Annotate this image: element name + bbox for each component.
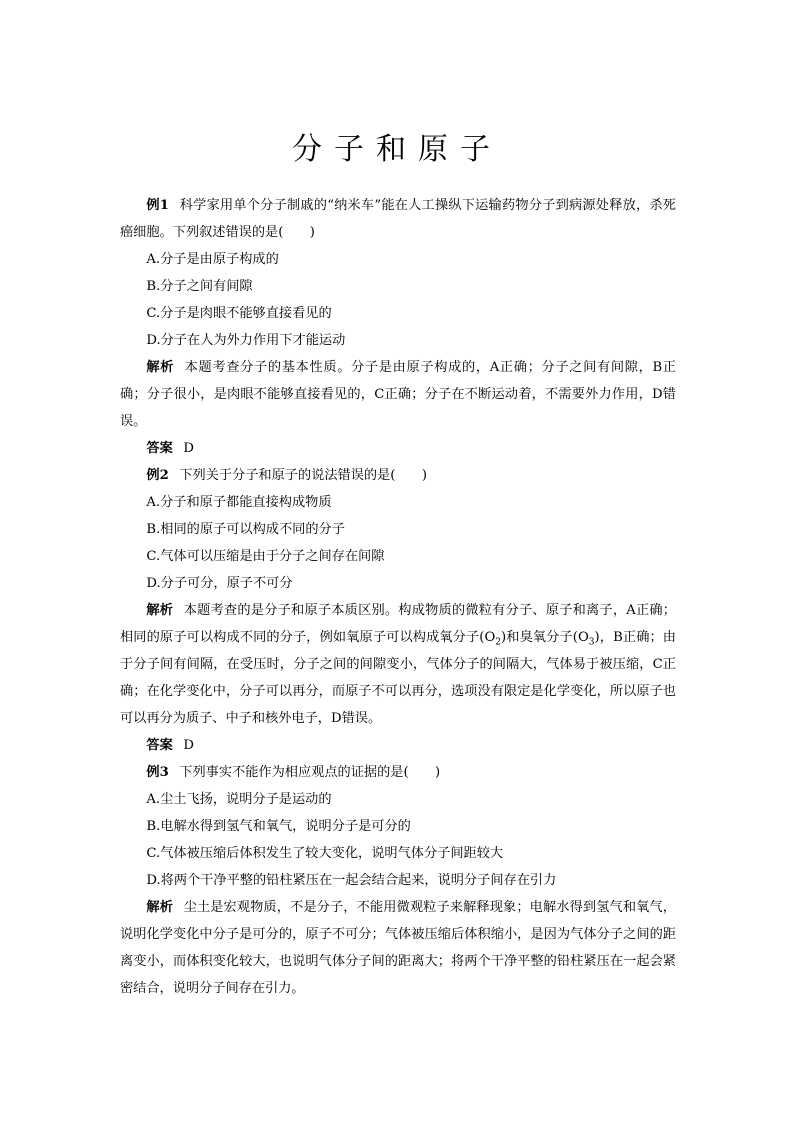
example-1-label: 例1 — [146, 198, 169, 213]
answer-label: 答案 — [146, 441, 173, 456]
example-2-answer: 答案 D — [146, 738, 194, 753]
analysis-label: 解析 — [146, 900, 174, 915]
example-3-option-a: A.尘土飞扬，说明分子是运动的 — [146, 792, 332, 807]
example-3-label: 例3 — [146, 765, 169, 780]
example-1-option-d: D.分子在人为外力作用下才能运动 — [146, 333, 346, 348]
example-2-option-b: B.相同的原子可以构成不同的分子 — [146, 522, 345, 537]
example-3-option-c: C.气体被压缩后体积发生了较大变化，说明气体分子间距较大 — [146, 846, 504, 861]
analysis-label: 解析 — [146, 603, 174, 618]
page-title: 分子和原子 — [292, 132, 502, 168]
document-body — [120, 192, 676, 1002]
example-2-question: 例2 下列关于分子和原子的说法错误的是( ) — [146, 468, 427, 483]
example-2-option-c: C.气体可以压缩是由于分子之间存在间隙 — [146, 549, 385, 564]
analysis-label: 解析 — [146, 360, 175, 375]
example-1-question: 例1 科学家用单个分子制戚的“纳米车”能在人工操纵下运输药物分子到病源处释放，杀死癌细胞。下列叙述错误的是( ) — [120, 198, 676, 240]
answer-label: 答案 — [146, 738, 173, 753]
example-2-option-a: A.分子和原子都能直接构成物质 — [146, 495, 332, 510]
example-2-analysis: 解析 本题考查的是分子和原子本质区别。构成物质的微粒有分子、原子和离子，A正确；相同的原子可以构成不同的分子，例如氧原子可以构成氧分子$(O_2)$和臭氧分子$(O_3)$，B正确；由于分子间有间隔，在受压时，分子之间的间隙变小，气体分子的间隔大，气体易于被压缩，C正确；在化学变化中，分子可以再分，而原子不可以再分，选项没有限定是化学变化，所以原子也可以再分为质子、中子和核外电子，D错误。 — [120, 603, 676, 726]
example-3-question: 例3 下列事实不能作为相应观点的证据的是( ) — [146, 765, 441, 780]
example-1-option-b: B.分子之间有间隙 — [146, 279, 253, 294]
example-3-option-b: B.电解水得到氢气和氧气，说明分子是可分的 — [146, 819, 411, 834]
example-1-option-a: A.分子是由原子构成的 — [146, 252, 279, 267]
example-1-option-c: C.分子是肉眼不能够直接看见的 — [146, 306, 332, 321]
example-3-analysis: 解析 尘土是宏观物质，不是分子，不能用微观粒子来解释现象；电解水得到氢气和氧气，说明化学变化中分子是可分的，原子不可分；气体被压缩后体积缩小，是因为气体分子之间的距离变小，而体积变化较大，也说明气体分子间的距离大；将两个干净平整的铅柱紧压在一起会紧密结合，说明分子间存在引力。 — [120, 900, 676, 996]
example-1-analysis: 解析 本题考查分子的基本性质。分子是由原子构成的，A正确；分子之间有间隙，B正确；分子很小，是肉眼不能够直接看见的，C正确；分子在不断运动着，不需要外力作用，D错误。 — [120, 360, 676, 429]
example-1-answer: 答案 D — [146, 441, 194, 456]
example-2-label: 例2 — [146, 468, 169, 483]
example-3-option-d: D.将两个干净平整的铅柱紧压在一起会结合起来，说明分子间存在引力 — [146, 873, 557, 888]
example-2-option-d: D.分子可分，原子不可分 — [146, 576, 293, 591]
